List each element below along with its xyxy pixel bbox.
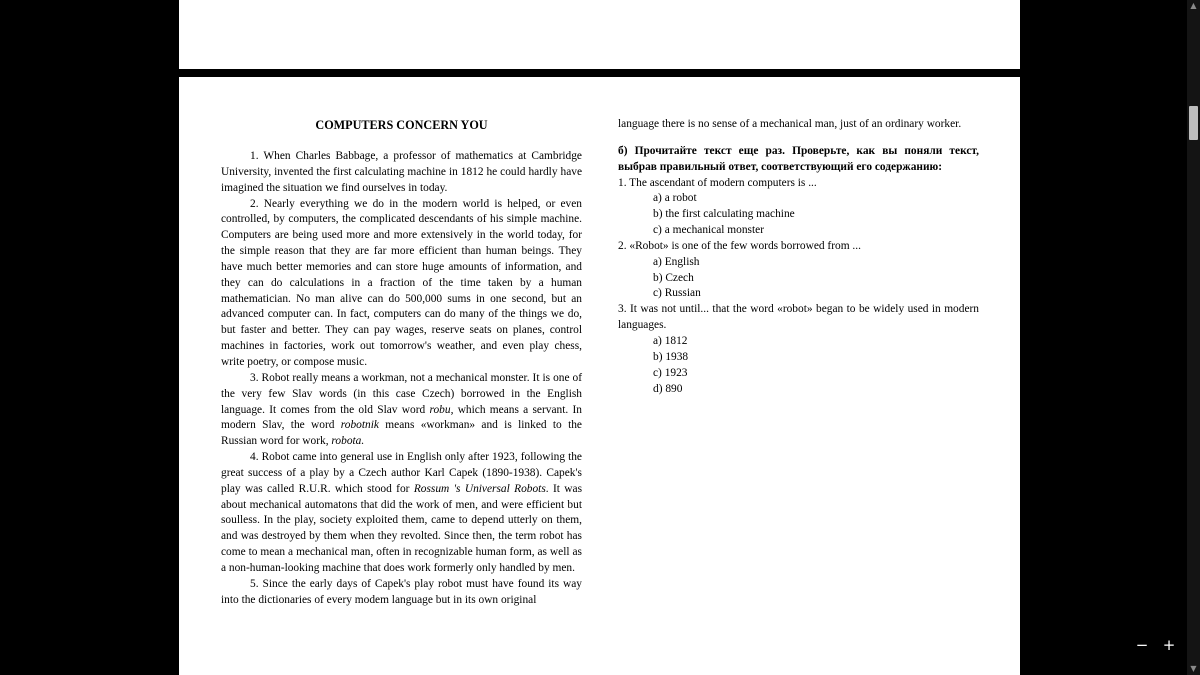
zoom-in-button[interactable]: + bbox=[1162, 636, 1176, 654]
zoom-out-button[interactable]: − bbox=[1135, 636, 1149, 654]
paragraph-4-text-b: . It was about mechanical automatons that did the work of men, and were efficient but soulless. In the play, society exploited them, came to depend utterly on them, and was destroyed by them when they revolted. Since then, the term robot has come to mean a mechanical man, often in recognizable human form, as well as a non-human-looking machine that does work formerly only handled by men. bbox=[221, 482, 583, 574]
option: a) English bbox=[653, 255, 700, 268]
paragraph-3-text-b: which means a servant. In modern Slav, the word bbox=[221, 403, 582, 432]
option: a) a robot bbox=[653, 192, 697, 205]
option: c) Russian bbox=[653, 287, 701, 300]
question-2: 2. «Robot» is one of the few words borrowed from ... bbox=[618, 239, 861, 252]
option: b) Czech bbox=[653, 271, 694, 284]
paragraph-2: 2. Nearly everything we do in the modern world is helped, or even controlled, by computers, the complicated descendants of his simple machine. Computers are being used more and more extensively in the world today, for the simple reason that they are far more efficient than human beings. They have much better memories and can store huge amounts of information, and they can do calculations in a fraction of the time taken by a human mathematician. No man alive can do 500,000 sums in one second, but an advanced computer can. In fact, computers can do many of the things we do, but faster and better. They can pay wages, reserve seats on planes, control machines in factories, work out tomorrow's weather, and even play chess, write poetry, or compose music. bbox=[221, 197, 582, 368]
article-title: COMPUTERS CONCERN YOU bbox=[315, 118, 488, 132]
option: d) 890 bbox=[653, 382, 683, 395]
paragraph-4-text-a: 4. Robot came into general use in English only after 1923, following the great success of a play by a Czech author Karl Capek (1890-1938). Capek's play was called R.U.R. which stood for bbox=[221, 451, 582, 495]
word-robota: robota. bbox=[331, 435, 365, 448]
option: c) 1923 bbox=[653, 366, 688, 379]
task-instruction: б) Прочитайте текст еще раз. Проверьте, как вы поняли текст, выбрав правильный ответ, соответствующий его содержанию: bbox=[618, 144, 979, 173]
option: b) 1938 bbox=[653, 350, 689, 363]
scroll-down-arrow-icon[interactable]: ▼ bbox=[1190, 664, 1197, 673]
word-robu: robu, bbox=[429, 403, 454, 416]
question-1: 1. The ascendant of modern computers is ... bbox=[618, 176, 817, 189]
vertical-scrollbar[interactable] bbox=[1187, 0, 1200, 675]
question-2-options bbox=[618, 255, 979, 303]
question-1-options bbox=[618, 191, 979, 239]
paragraph-3-text-a: 3. Robot really means a workman, not a mechanical monster. It is one of the very few Slav words (in this case Czech) borrowed in the English language. It comes from the old Slav word bbox=[221, 371, 582, 416]
paragraph-4 bbox=[221, 450, 582, 577]
scroll-up-arrow-icon[interactable]: ▲ bbox=[1190, 1, 1197, 10]
play-title: Rossum 's Universal Robots bbox=[413, 482, 546, 495]
option: b) the first calculating machine bbox=[653, 208, 795, 221]
left-column bbox=[221, 117, 582, 608]
word-robotnik: robotnik bbox=[340, 419, 379, 432]
previous-page bbox=[179, 0, 1020, 69]
right-column bbox=[618, 117, 979, 397]
question-3: 3. It was not until... that the word «robot» began to be widely used in modern languages. bbox=[618, 303, 979, 332]
option: a) 1812 bbox=[653, 334, 688, 347]
paragraph-3-text-c: means «workman» and is linked to the Russian word for work, bbox=[221, 419, 582, 448]
paragraph-1: 1. When Charles Babbage, a professor of mathematics at Cambridge University, invented the first calculating machine in 1812 he could hardly have imagined the situation we find ourselves in today. bbox=[221, 150, 582, 194]
paragraph-5-continuation: language there is no sense of a mechanical man, just of an ordinary worker. bbox=[618, 118, 962, 130]
option: c) a mechanical monster bbox=[653, 224, 765, 237]
paragraph-5: 5. Since the early days of Capek's play robot must have found its way into the dictionaries of every modem language but in its own original bbox=[221, 577, 582, 606]
question-3-options bbox=[618, 334, 979, 397]
scrollbar-thumb[interactable] bbox=[1189, 106, 1198, 140]
paragraph-3 bbox=[221, 371, 582, 450]
current-page bbox=[179, 77, 1020, 675]
